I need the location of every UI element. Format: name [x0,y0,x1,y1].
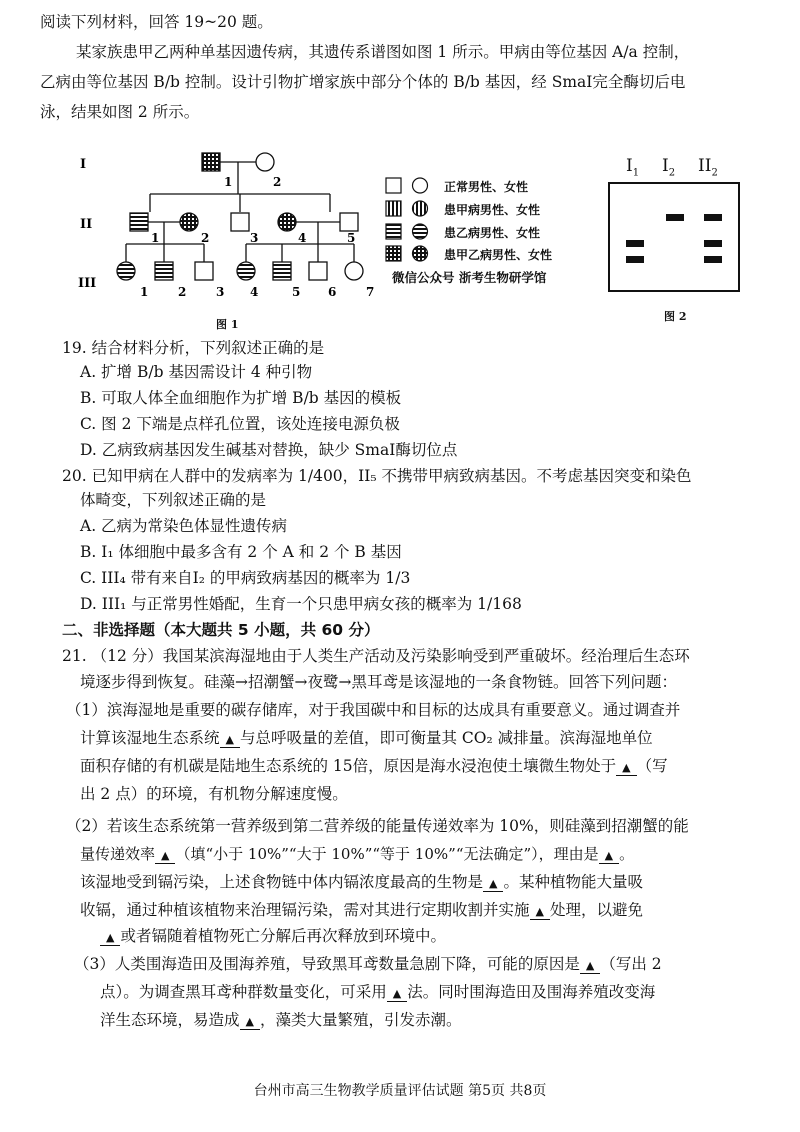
gel-lane-1-text: I [626,156,633,176]
gel-lane-2-text: I [662,156,669,176]
num-III1: 1 [140,285,149,299]
answer-blank[interactable]: ▲ [599,849,619,864]
q21-p2b-post: 。 [619,845,635,863]
band-lane1-low [626,256,644,263]
q20-option-b: B. I₁ 体细胞中最多含有 2 个 A 和 2 个 B 基因 [80,543,402,561]
q21-p2b-pre: 量传递效率 [80,845,156,863]
legend-yi: 患乙病男性、女性 [444,226,541,240]
q21-p1b-post: 与总呼吸量的差值，即可衡量其 CO₂ 减排量。滨海湿地单位 [239,729,653,747]
III5-male-yi [273,262,291,280]
q21-p3c-pre: 洋生态环境，易造成 [100,1011,240,1029]
q20-option-d: D. III₁ 与正常男性婚配，生育一个只患甲病女孩的概率为 1/168 [80,595,522,613]
num-III4: 4 [250,285,259,299]
num-III3: 3 [216,285,225,299]
q20-stem-2: 体畸变，下列叙述正确的是 [80,491,267,509]
num-III5: 5 [292,285,301,299]
num-II4: 4 [298,231,307,245]
q19-stem: 19. 结合材料分析，下列叙述正确的是 [62,339,325,357]
answer-blank[interactable]: ▲ [100,931,120,946]
pedigree-chart [70,140,380,310]
q20-option-a: A. 乙病为常染色体显性遗传病 [80,517,288,535]
gen-label-II: II [80,217,93,232]
q21-p1b-pre: 计算该湿地生态系统 [80,729,220,747]
num-II1: 1 [151,231,160,245]
q21-p3-line-b [100,982,655,1002]
band-lane3-high [704,214,722,221]
answer-blank[interactable]: ▲ [240,1015,260,1030]
gel-lane-3-label [698,156,718,178]
III4-female-yi [237,262,255,280]
III2-male-yi [155,262,173,280]
intro-line-3: 乙病由等位基因 B/b 控制。设计引物扩增家族中部分个体的 B/b 基因，经 SmaI完全酶切后电 [40,73,686,91]
q21-p2-line-d [80,900,643,920]
num-III6: 6 [328,285,337,299]
I1-male-jia-yi [202,153,220,171]
III7-female-normal [345,262,363,280]
q21-p2e-post: 或者镉随着植物死亡分解后再次释放到环境中。 [120,927,446,945]
band-lane3-low [704,256,722,263]
q21-p3b-post: 法。同时围海造田及围海养殖改变海 [407,983,656,1001]
legend-both: 患甲乙病男性、女性 [444,248,553,262]
q21-p2d-post: 处理，以避免 [549,901,643,919]
num-I1: 1 [224,175,233,189]
num-III2: 2 [178,285,187,299]
q20-stem-1: 20. 已知甲病在人群中的发病率为 1/400，II₅ 不携带甲病致病基因。不考虑基因突变和染色 [62,467,692,485]
legend-symbols [384,176,434,266]
band-lane2-high [666,214,684,221]
II3-male-normal [231,213,249,231]
gel-lane-3-text: II [698,156,712,176]
q21-p2-line-b [80,844,634,864]
q21-p3-line-c [100,1010,462,1030]
q19-option-b: B. 可取人体全血细胞作为扩增 B/b 基因的模板 [80,389,402,407]
intro-line-1: 阅读下列材料，回答 19~20 题。 [40,13,273,31]
q21-p2c-post: 。某种植物能大量吸 [503,873,643,891]
q21-p3b-pre: 点）。为调查黑耳鸢种群数量变化，可采用 [100,983,387,1001]
II1-male-yi [130,213,148,231]
gel-lane-1-label [626,156,639,178]
II5-male-normal [340,213,358,231]
intro-line-4: 泳，结果如图 2 所示。 [40,103,200,121]
q21-p3a-pre: （3）人类围海造田及围海养殖，导致黑耳鸢数量急剧下降，可能的原因是 [74,955,580,973]
gel-lane-3-sub: 2 [711,167,718,179]
II4-female-jia-yi [278,213,296,231]
q20-option-c: C. III₄ 带有来自I₂ 的甲病致病基因的概率为 1/3 [80,569,411,587]
answer-blank[interactable]: ▲ [387,987,407,1002]
band-lane1-mid [626,240,644,247]
num-II3: 3 [250,231,259,245]
III1-female-yi [117,262,135,280]
legend-jia: 患甲病男性、女性 [444,203,541,217]
q21-line-1: 21. （12 分）我国某滨海湿地由于人类生产活动及污染影响受到严重破坏。经治理后生态环 [62,647,690,665]
q21-p2b-mid: （填“小于 10%”“大于 10%”“等于 10%”“无法确定”），理由是 [175,845,599,863]
answer-blank[interactable]: ▲ [220,733,240,748]
q21-p1-line-d: 出 2 点）的环境，有机物分解速度慢。 [80,785,348,803]
answer-blank[interactable]: ▲ [580,959,600,974]
gen-label-I: I [80,157,87,172]
gel-frame [608,182,740,292]
q21-p1-line-c [80,756,668,776]
II2-female-jia-yi [180,213,198,231]
q19-option-d: D. 乙病致病基因发生碱基对替换，缺少 SmaI酶切位点 [80,441,458,459]
watermark: 微信公众号 浙考生物研学馆 [392,270,547,285]
q21-p2d-pre: 收镉，通过种植该植物来治理镉污染，需对其进行定期收割并实施 [80,901,530,919]
q21-p3a-post: （写出 2 [600,955,662,973]
answer-blank[interactable]: ▲ [530,905,550,920]
I2-female-normal [256,153,274,171]
num-I2: 2 [273,175,282,189]
III6-male-normal [309,262,327,280]
answer-blank[interactable]: ▲ [155,849,175,864]
q21-p2-line-e [100,926,446,946]
q21-p2c-pre: 该湿地受到镉污染，上述食物链中体内镉浓度最高的生物是 [80,873,484,891]
intro-line-2: 某家族患甲乙两种单基因遗传病，其遗传系谱图如图 1 所示。甲病由等位基因 A/a 控制， [76,43,690,61]
q21-p2-line-a: （2）若该生态系统第一营养级到第二营养级的能量传递效率为 10%，则硅藻到招潮蟹的能 [66,817,689,835]
q19-option-c: C. 图 2 下端是点样孔位置，该处连接电源负极 [80,415,400,433]
q21-p1-line-a: （1）滨海湿地是重要的碳存储库，对于我国碳中和目标的达成具有重要意义。通过调查并 [66,701,681,719]
gen-label-III: III [78,276,97,291]
section-2-heading: 二、非选择题（本大题共 5 小题，共 60 分） [62,621,380,639]
III3-male-normal [195,262,213,280]
gel-figure [604,156,754,296]
figure-1-caption: 图 1 [216,318,239,331]
q21-p1c-pre: 面积存储的有机碳是陆地生态系统的 15倍，原因是海水浸泡使土壤微生物处于 [80,757,617,775]
q21-p3c-post: ，藻类大量繁殖，引发赤潮。 [259,1011,462,1029]
q21-p1-line-b [80,728,653,748]
answer-blank[interactable]: ▲ [616,761,636,776]
q21-p1c-post: （写 [636,757,668,775]
answer-blank[interactable]: ▲ [483,877,503,892]
figure-2-caption: 图 2 [664,310,687,323]
q19-option-a: A. 扩增 B/b 基因需设计 4 种引物 [80,363,313,381]
gel-lane-2-sub: 2 [668,167,676,179]
legend-normal: 正常男性、女性 [444,180,529,194]
gel-lane-1-sub: 1 [632,167,640,179]
num-II2: 2 [201,231,210,245]
gel-lane-2-label [662,156,675,178]
num-II5: 5 [347,231,356,245]
q21-p2-line-c [80,872,643,892]
q21-line-2: 境逐步得到恢复。硅藻→招潮蟹→夜鹭→黑耳鸢是该湿地的一条食物链。回答下列问题： [80,673,677,691]
q21-p3-line-a [74,954,662,974]
band-lane3-mid [704,240,722,247]
page-footer: 台州市高三生物教学质量评估试题 第5页 共8页 [253,1083,547,1099]
num-III7: 7 [366,285,375,299]
